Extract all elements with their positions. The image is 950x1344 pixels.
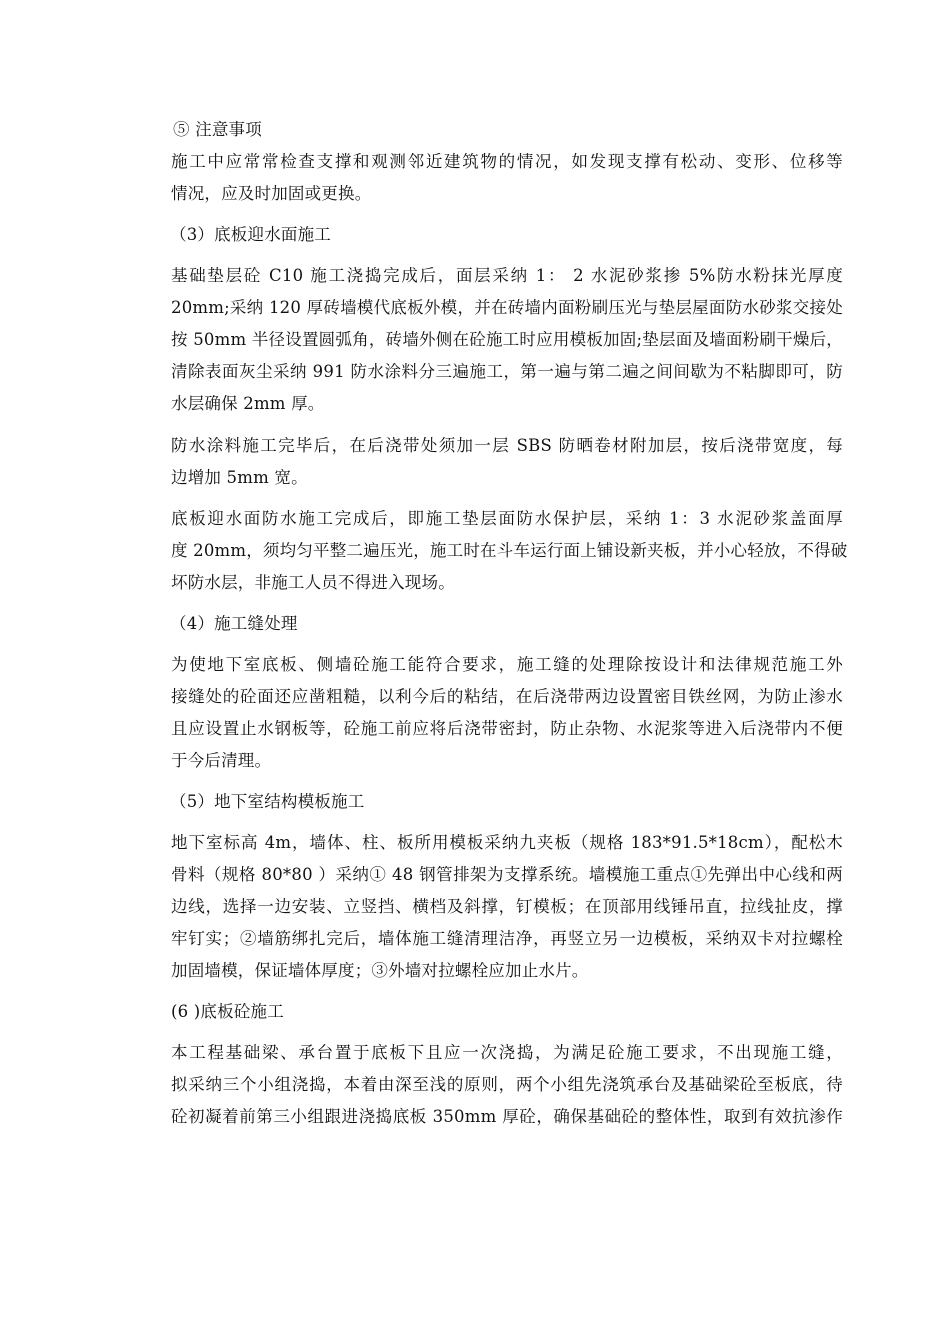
text-line: 加固墙模，保证墙体厚度；③外墙对拉螺栓应加止水片。: [171, 961, 589, 980]
text-line: （4）施工缝处理: [170, 614, 298, 633]
text-line: 情况，应及时加固或更换。: [171, 184, 372, 203]
text-line: ⑤ 注意事项: [173, 120, 262, 139]
text-line: 牢钉实；②墙筋绑扎完后，墙体施工缝清理洁净，再竖立另一边模板，采纳双卡对拉螺栓: [171, 929, 843, 948]
text-line: 按 50mm 半径设置圆弧角，砖墙外侧在砼施工时应用模板加固;垫层面及墙面粉刷干燥后，: [171, 330, 843, 349]
text-line: 砼初凝着前第三小组跟进浇捣底板 350mm 厚砼，确保基础砼的整体性，取到有效抗渗作: [171, 1107, 843, 1126]
text-line: 基础垫层砼 C10 施工浇捣完成后，面层采纳 1： 2 水泥砂浆掺 5%防水粉抹光厚度: [171, 266, 843, 285]
text-line: 20mm;采纳 120 厚砖墙模代底板外模，并在砖墙内面粉刷压光与垫层屋面防水砂浆交接处: [171, 298, 843, 317]
text-line: 坏防水层，非施工人员不得进入现场。: [171, 573, 455, 592]
text-line: 于今后清理。: [171, 751, 272, 770]
text-line: （3）底板迎水面施工: [170, 225, 331, 244]
text-line: 度 20mm，须均匀平整二遍压光，施工时在斗车运行面上铺设新夹板，并小心轻放，不得破: [171, 541, 848, 560]
text-line: 水层确保 2mm 厚。: [171, 394, 325, 413]
text-line: 底板迎水面防水施工完成后，即施工垫层面防水保护层，采纳 1：3 水泥砂浆盖面厚: [171, 509, 843, 528]
text-line: (6 )底板砼施工: [171, 1002, 284, 1021]
text-line: 边线，选择一边安装、立竖挡、横档及斜撑，钉模板；在顶部用线锤吊直，拉线扯皮，撑: [171, 897, 843, 916]
text-line: 拟采纳三个小组浇捣，本着由深至浅的原则，两个小组先浇筑承台及基础梁砼至板底，待: [171, 1075, 843, 1094]
text-line: 清除表面灰尘采纳 991 防水涂料分三遍施工，第一遍与第二遍之间间歇为不粘脚即可，防: [171, 362, 843, 381]
text-line: 防水涂料施工完毕后，在后浇带处须加一层 SBS 防晒卷材附加层，按后浇带宽度，每: [171, 436, 843, 455]
text-line: 施工中应常常检查支撑和观测邻近建筑物的情况，如发现支撑有松动、变形、位移等: [171, 152, 843, 171]
text-line: 骨料（规格 80*80 ）采纳① 48 钢管排架为支撑系统。墙模施工重点①先弹出中心线和两: [171, 865, 843, 884]
text-line: 地下室标高 4m，墙体、柱、板所用模板采纳九夹板（规格 183*91.5*18cm），配松木: [171, 833, 843, 852]
text-line: （5）地下室结构模板施工: [170, 792, 365, 811]
text-line: 本工程基础梁、承台置于底板下且应一次浇捣，为满足砼施工要求，不出现施工缝，: [171, 1043, 843, 1062]
text-line: 边增加 5mm 宽。: [171, 468, 308, 487]
text-line: 且应设置止水钢板等，砼施工前应将后浇带密封，防止杂物、水泥浆等进入后浇带内不便: [171, 719, 843, 738]
text-line: 接缝处的砼面还应凿粗糙，以利今后的粘结，在后浇带两边设置密目铁丝网，为防止渗水: [171, 687, 843, 706]
text-line: 为使地下室底板、侧墙砼施工能符合要求，施工缝的处理除按设计和法律规范施工外: [171, 655, 843, 674]
